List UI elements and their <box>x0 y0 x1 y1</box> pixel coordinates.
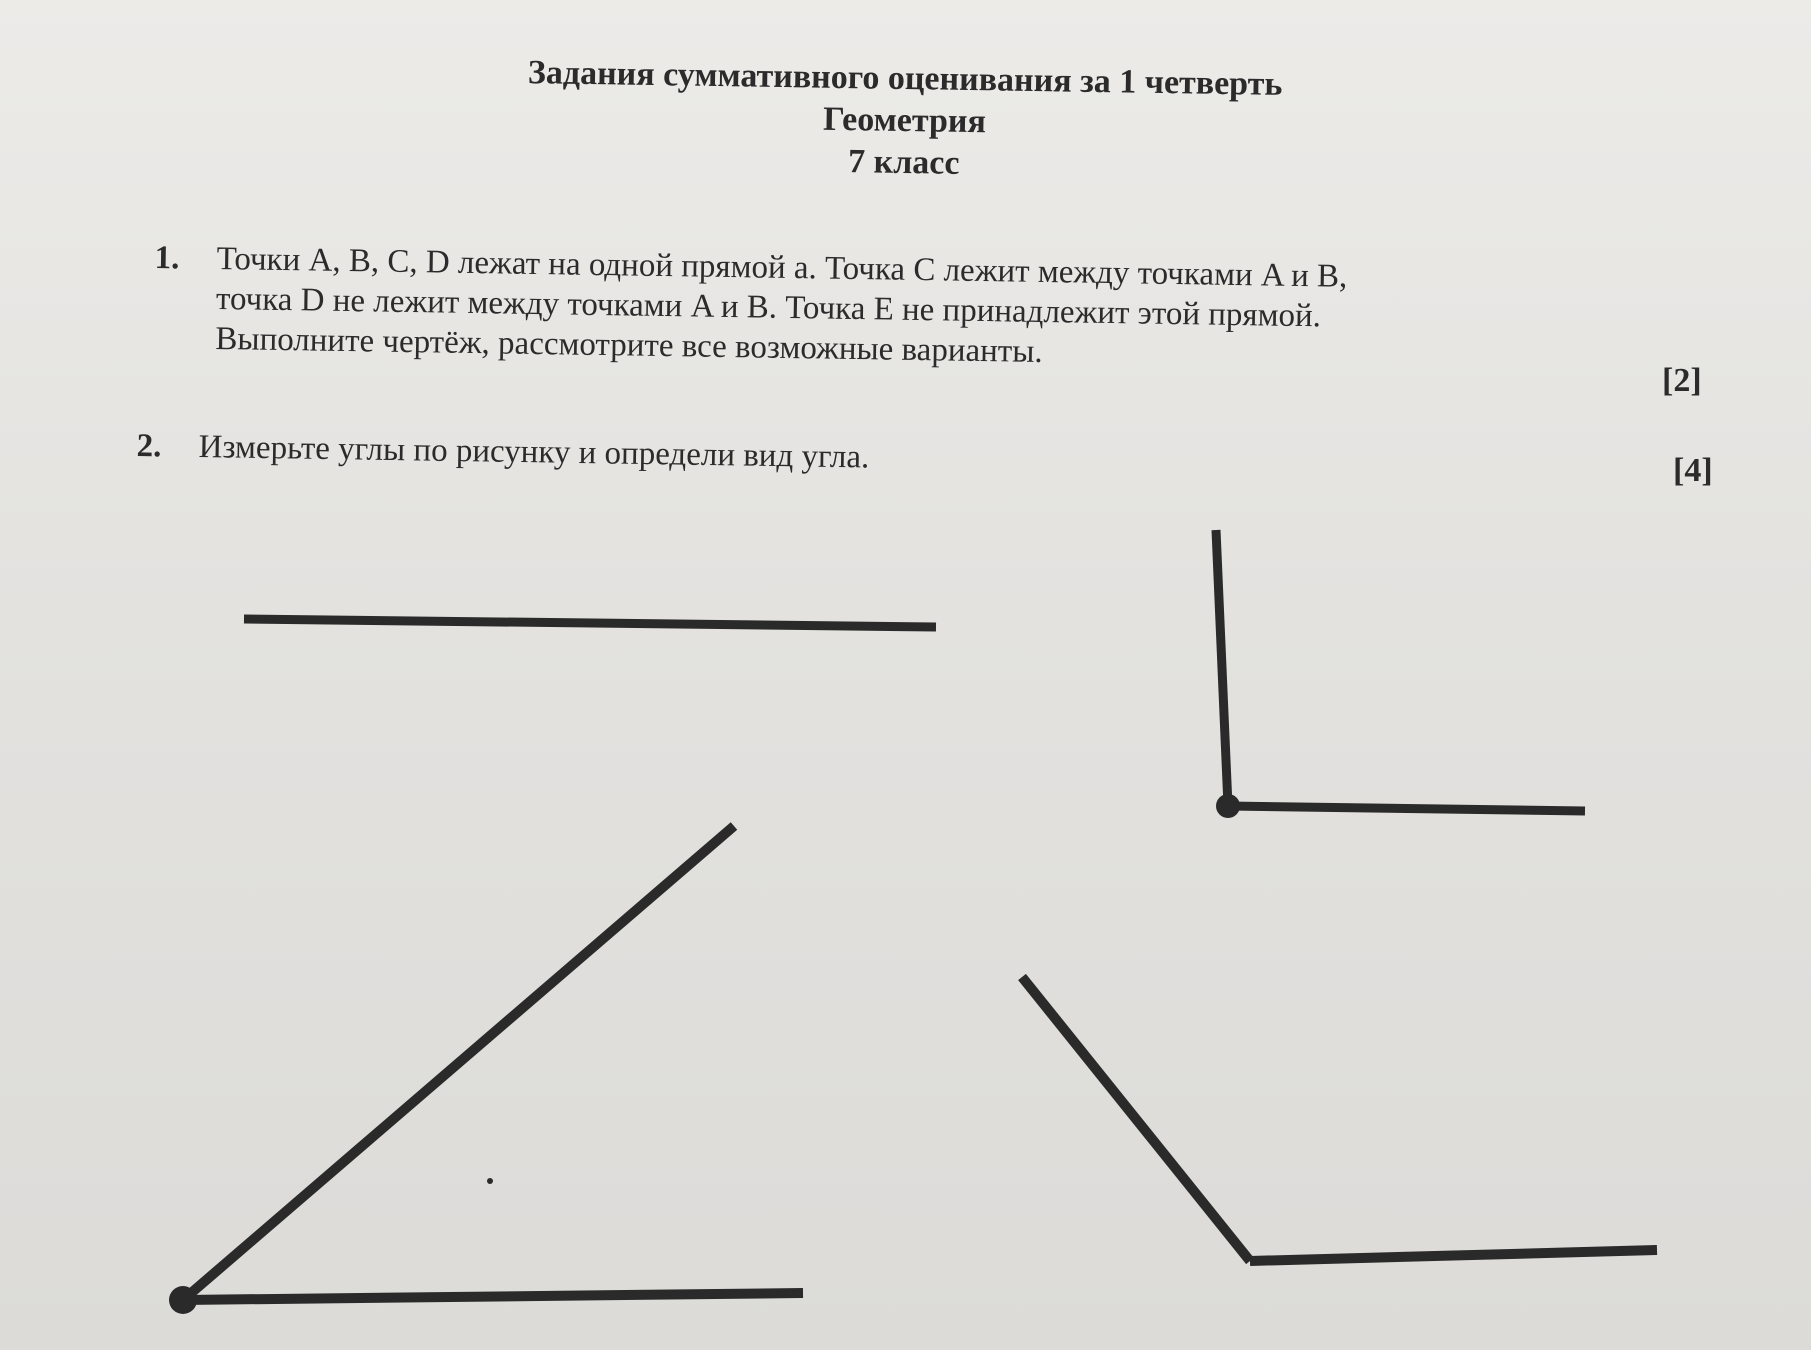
header-subject: Геометрия <box>822 100 987 141</box>
acute-angle-slanted-ray <box>183 826 734 1300</box>
obtuse-angle-horizontal-ray <box>1250 1250 1657 1261</box>
stray-dot <box>487 1178 493 1184</box>
obtuse-angle-figure <box>1022 977 1657 1261</box>
task-2-score: [4] <box>1673 452 1713 489</box>
task-2-number: 2. <box>136 427 162 465</box>
task-1-line-1: Точки A, B, C, D лежат на одной прямой a. Точка C лежит между точками A и B, <box>216 240 1348 295</box>
acute-angle-vertex <box>169 1286 197 1314</box>
right-angle-vertex <box>1216 794 1240 818</box>
straight-angle-figure <box>244 619 936 627</box>
task-2-text: Измерьте углы по рисунку и определи вид угла. <box>198 428 870 476</box>
header-grade: 7 класс <box>847 143 960 182</box>
right-angle-horizontal-ray <box>1228 806 1585 811</box>
task-1-line-3: Выполните чертёж, рассмотрите все возможные варианты. <box>215 320 1043 370</box>
right-angle-figure <box>1216 530 1585 818</box>
straight-angle-line <box>244 619 936 627</box>
acute-angle-horizontal-ray <box>183 1293 803 1300</box>
acute-angle-figure <box>169 826 803 1314</box>
right-angle-vertical-ray <box>1216 530 1228 806</box>
task-1-number: 1. <box>154 239 180 277</box>
obtuse-angle-slanted-ray <box>1022 977 1250 1261</box>
header-title: Задания суммативного оценивания за 1 четверть <box>527 54 1283 103</box>
task-1-line-2: точка D не лежит между точками A и B. Точка E не принадлежит этой прямой. <box>215 280 1322 335</box>
task-1-score: [2] <box>1662 362 1702 399</box>
